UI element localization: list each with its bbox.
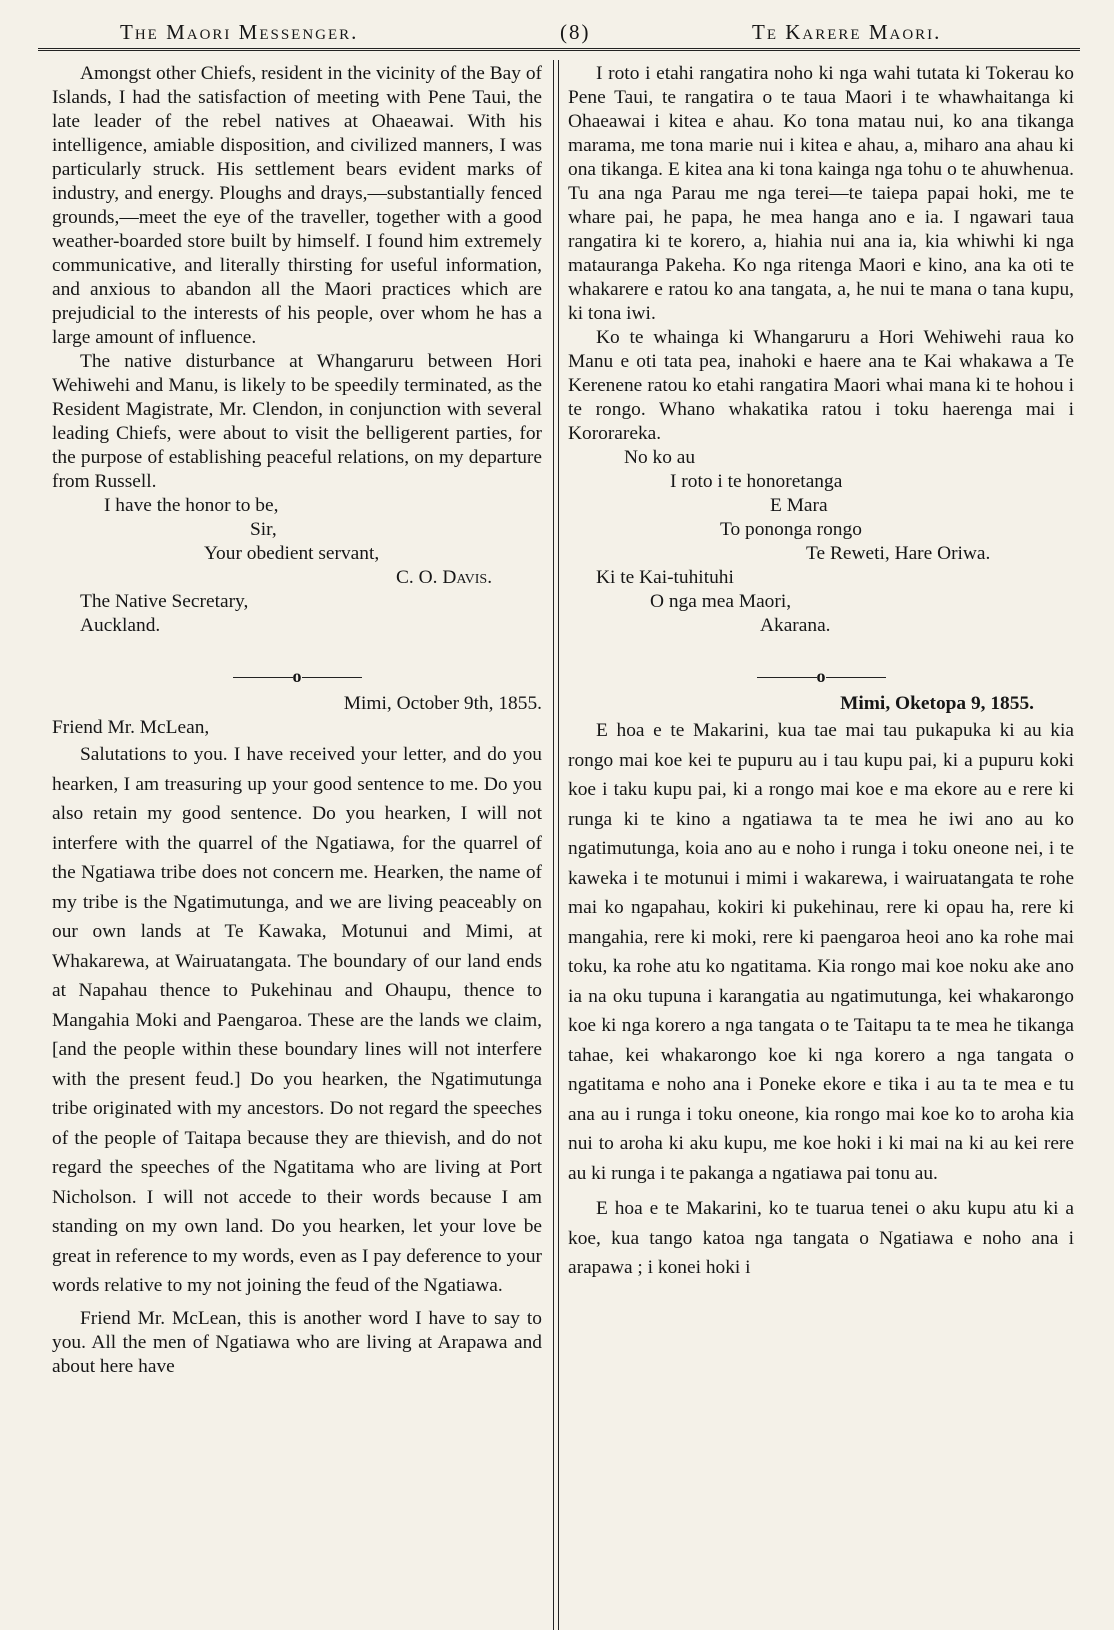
- section-separator: o: [52, 664, 542, 692]
- closing-e-mara: E Mara: [770, 495, 828, 516]
- letter-continuation: E hoa e te Makarini, ko te tuarua tenei o aku kupu atu ki a koe, kua tango katoa nga tangata o Ngatiawa e noho ana i arapawa ; i konei hoki i: [568, 1198, 1074, 1278]
- signature-davis: C. O. Davis.: [396, 567, 493, 588]
- addressee-line-1: The Native Secretary,: [80, 591, 249, 612]
- english-column: [52, 62, 542, 1379]
- addressee-nga-mea: O nga mea Maori,: [650, 591, 792, 612]
- page-number: (8): [560, 20, 591, 44]
- closing-servant: Your obedient servant,: [204, 543, 380, 564]
- letter-body: Salutations to you. I have received your letter, and do you hearken, I am treasuring up your good sentence to me. Do you also retain my good sentence. Do you hearken, I will not interfere with the quarrel of the Ngatiawa, for the quarrel of the Ngatiawa tribe does not concern me. Hearken, the name of my tribe is the Ngatimutunga, and we are living peaceably on our own lands at Te Kawaka, Motunui and Mimi, at Whakarewa, at Wairuatangata. The boundary of our land ends at Napahau thence to Pukehinau and Ohaupu, thence to Mangahia Moki and Paengaroa. These are the lands we claim, [and the people within these boundary lines will not interfere with the present feud.] Do you hearken, the Ngatimutunga tribe originated with my ancestors. Do not regard the speeches of the people of Taitapa because they are thievish, and do not regard the speeches of the Ngatitama who are living at Port Nicholson. I will not accede to their words because I am standing on my own land. Do you hearken, let your love be great in reference to my words, even as I pay deference to your words relative to my not joining the feud of the Ngatiawa.: [52, 744, 542, 1296]
- paragraph-chiefs: Amongst other Chiefs, resident in the vicinity of the Bay of Islands, I had the satisfaction of meeting with Pene Taui, the late leader of the rebel natives at Ohaeawai. With his intelligence, amiable disposition, and civilized manners, I was particularly struck. His settlement bears evident marks of industry, and energy. Ploughs and drays,—substantially fenced grounds,—meet the eye of the traveller, together with a good weather-boarded store built by himself. I found him extremely communicative, and literally thirsting for useful information, and anxious to abandon all the Maori practices which are prejudicial to the interests of his people, over whom he has a large amount of influence.: [52, 63, 542, 348]
- addressee-akarana: Akarana.: [760, 615, 831, 636]
- closing-line: I have the honor to be,: [104, 495, 279, 516]
- maori-column: [568, 62, 1074, 1283]
- letter-date: Mimi, October 9th, 1855.: [343, 693, 542, 714]
- paragraph-whainga: Ko te whainga ki Whangaruru a Hori Wehiwehi raua ko Manu e oti tata pea, inahoki e haere ana te Kai whakawa a Te Kerenene ratou ko etahi rangatira Maori whai mana ki te hohou i te rongo. Whano whakatika ratou i toku haerenga mai i Kororareka.: [568, 327, 1074, 444]
- header-title-maori: Te Karere Maori.: [752, 20, 942, 44]
- header-title-english: The Maori Messenger.: [120, 20, 359, 44]
- closing-no-ko-au: No ko au: [624, 447, 696, 468]
- column-divider: [553, 60, 559, 1630]
- letter-continuation: Friend Mr. McLean, this is another word I have to say to you. All the men of Ngatiawa who are living at Arapawa and about here have: [52, 1307, 542, 1377]
- paragraph-rangatira: I roto i etahi rangatira noho ki nga wahi tutata ki Tokerau ko Pene Taui, te rangatira o te taua Maori i te whawhaitanga ki Ohaeawai i kitea e ahau. Ko tona matau nui, ko ana tikanga marama, me tona marie nui i kitea e ahau, a, miharo ana ahau ki ona tikanga. E kitea ana ki tona kainga nga tohu o te ahuwhenua. Tu ana nga Parau me nga terei—te taiepa papai hoki, me te whare pai, he papa, he mea hanga ano e ia. I ngawari taua rangatira ki te korero, a, hiahia nui ana ia, kia whiwhi ki nga matauranga Pakeha. Ko nga ritenga Maori e kino, ana ka oti te whakarere e ratou ko ana tangata, a, he nui te mana o tana kupu, ki tona iwi.: [568, 63, 1074, 324]
- section-separator: o: [568, 664, 1074, 692]
- paragraph-disturbance: The native disturbance at Whangaruru between Hori Wehiwehi and Manu, is likely to be speedily terminated, as the Resident Magistrate, Mr. Clendon, in conjunction with several leading Chiefs, were about to visit the belligerent parties, for the purpose of establishing peaceful relations, on my departure from Russell.: [52, 351, 542, 492]
- header-rule: [38, 48, 1080, 51]
- signature-reweti: Te Reweti, Hare Oriwa.: [806, 543, 991, 564]
- closing-honoretanga: I roto i te honoretanga: [670, 471, 843, 492]
- addressee-kai-tuhituhi: Ki te Kai-tuhituhi: [596, 567, 734, 588]
- closing-sir: Sir,: [250, 519, 277, 540]
- letter-salutation: Friend Mr. McLean,: [52, 717, 210, 738]
- closing-pononga: To pononga rongo: [720, 519, 862, 540]
- addressee-line-2: Auckland.: [80, 615, 161, 636]
- letter-body: E hoa e te Makarini, kua tae mai tau pukapuka ki au kia rongo mai koe kei te pupuru au i tau kupu pai, ki a pupuru koki koe i taku kupu pai, ki a rongo mai koe e ma ekore au e rere ki runga ki te kino a ngatiawa ta te mea he iwi ano au ko ngatimutunga, koia ano au e noho i runga i toku oneone nei, i te kaweka i te motunui i mimi i wakarewa, i wairuatangata te rohe mai ko ngapahau, kokiri ki pukehinau, rere ki opau ha, rere ki mangahia, rere ki moki, rere ki paengaroa heoi ano ka rohe mai toku, ka rohe atu ko ngatitama. Kia rongo mai koe noku ake ano ia na oku tupuna i karangatia au ngatimutunga, kei whakarongo koe ki nga korero a nga tangata o te Taitapu ta te mea he tikanga tahae, kei whakarongo koe ki nga korero a nga tangata o ngatitama e noho ana i Poneke ekore e tika i au ta te mea e tu ana au i runga i toku oneone, kia rongo mai koe ko to aroha kia nui to aroha ki aku kupu, me koe hoki i ki mai na ki au kei rere au ki runga i te pakanga a ngatiawa pai tonu au.: [568, 720, 1074, 1184]
- letter-date: Mimi, Oketopa 9, 1855.: [840, 693, 1034, 714]
